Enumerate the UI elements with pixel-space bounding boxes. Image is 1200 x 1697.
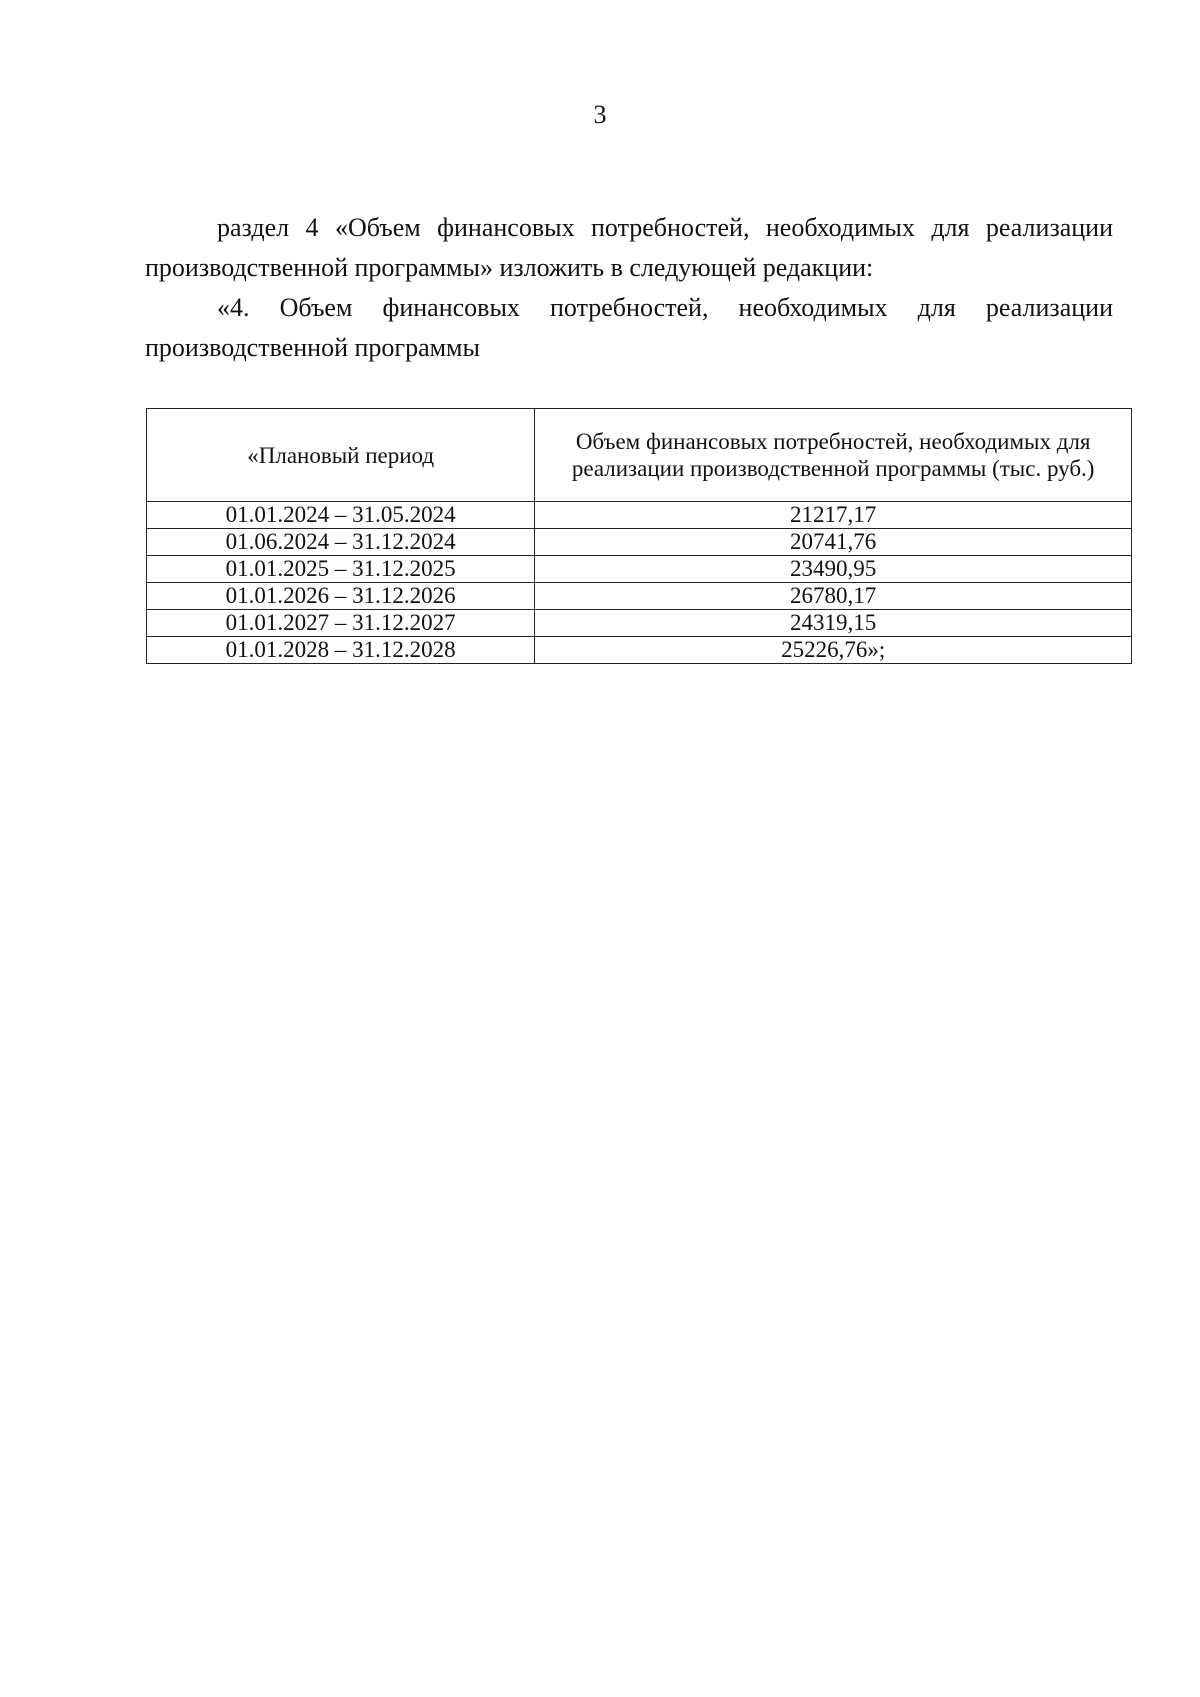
- table-row: [147, 583, 1132, 610]
- period-cell: 01.01.2026 – 31.12.2026: [147, 583, 535, 610]
- table-row: [147, 502, 1132, 529]
- amount-cell: 24319,15: [535, 610, 1132, 637]
- financial-needs-table: [146, 408, 1132, 664]
- page-number: 3: [593, 100, 607, 129]
- period-cell: 01.01.2028 – 31.12.2028: [147, 637, 535, 664]
- section-heading-paragraph: «4. Объем финансовых потребностей, необходимых для реализации производственной программы: [145, 293, 1113, 362]
- table-row: [147, 637, 1132, 664]
- table-row: [147, 610, 1132, 637]
- amount-cell: 21217,17: [535, 502, 1132, 529]
- header-planned-period: «Плановый период: [147, 409, 535, 502]
- period-cell: 01.01.2027 – 31.12.2027: [147, 610, 535, 637]
- amendment-paragraph: раздел 4 «Объем финансовых потребностей, необходимых для реализации производственной программы» изложить в следующей редакции:: [145, 213, 1113, 282]
- period-cell: 01.06.2024 – 31.12.2024: [147, 529, 535, 556]
- header-financial-volume: Объем финансовых потребностей, необходимых для реализации производственной программы (тыс. руб.): [535, 409, 1132, 502]
- amount-cell: 23490,95: [535, 556, 1132, 583]
- table-row: [147, 556, 1132, 583]
- amount-cell: 20741,76: [535, 529, 1132, 556]
- period-cell: 01.01.2025 – 31.12.2025: [147, 556, 535, 583]
- table-row: [147, 529, 1132, 556]
- document-body: [145, 208, 1113, 368]
- table-header-row: [147, 409, 1132, 502]
- amount-cell: 26780,17: [535, 583, 1132, 610]
- period-cell: 01.01.2024 – 31.05.2024: [147, 502, 535, 529]
- amount-cell: 25226,76»;: [535, 637, 1132, 664]
